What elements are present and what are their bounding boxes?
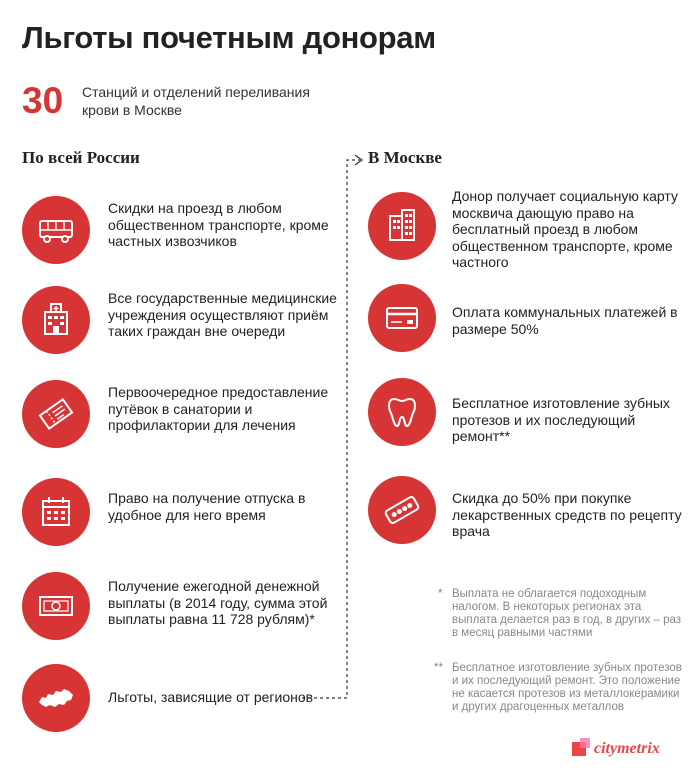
benefit-social-card: Донор получает социальную карту москвича дающую право на бесплатный проезд в любом общественном транспорте, кроме частного (452, 188, 678, 270)
section-title-moscow: В Москве (368, 148, 442, 167)
benefit-sanatorium: Первоочередное предоставление путёвок в санатории и профилактории для лечения (108, 384, 329, 433)
stat-number: 30 (22, 80, 64, 121)
bus-icon (22, 196, 90, 264)
benefit-vacation: Право на получение отпуска в удобное для него время (108, 490, 306, 523)
benefit-medical-priority: Все государственные медицинские учреждения осуществляют приём таких граждан вне очереди (108, 290, 337, 339)
footnote-2: ** Бесплатное изготовление зубных протезов и их последующий ремонт. Это положение не касается протезов из металлокерамики и других драгоценных металлов (434, 662, 682, 713)
card-icon (368, 284, 436, 352)
section-title-russia: По всей России (22, 148, 140, 167)
ticket-icon (22, 380, 90, 448)
banknote-icon (22, 572, 90, 640)
benefit-medicine-discount: Скидка до 50% при покупке лекарственных средств по рецепту врача (452, 490, 682, 539)
footnote-1: * Выплата не облагается подоходным налогом. В некоторых регионах эта выплата делается раз в год, в других – раз в месяц равными частями (438, 588, 682, 639)
pills-icon (368, 476, 436, 544)
benefit-dental: Бесплатное изготовление зубных протезов и их последующий ремонт** (452, 395, 670, 444)
benefit-transport: Скидки на проезд в любом общественном транспорте, кроме частных извозчиков (108, 200, 329, 249)
brand-logo: citymetrix (572, 738, 692, 762)
benefit-utilities: Оплата коммунальных платежей в размере 50% (452, 304, 678, 337)
benefit-regional: Льготы, зависящие от регионов (108, 689, 314, 705)
page-title: Льготы почетным донорам (22, 20, 436, 55)
stat-text: Станций и отделений переливания крови в Москве (82, 84, 310, 118)
hospital-icon (22, 286, 90, 354)
tooth-icon (368, 378, 436, 446)
calendar-icon (22, 478, 90, 546)
city-buildings-icon (368, 192, 436, 260)
benefit-annual-payment: Получение ежегодной денежной выплаты (в 2014 году, сумма этой выплаты равна 11 728 рублям)* (108, 578, 328, 627)
russia-map-icon (22, 664, 90, 732)
